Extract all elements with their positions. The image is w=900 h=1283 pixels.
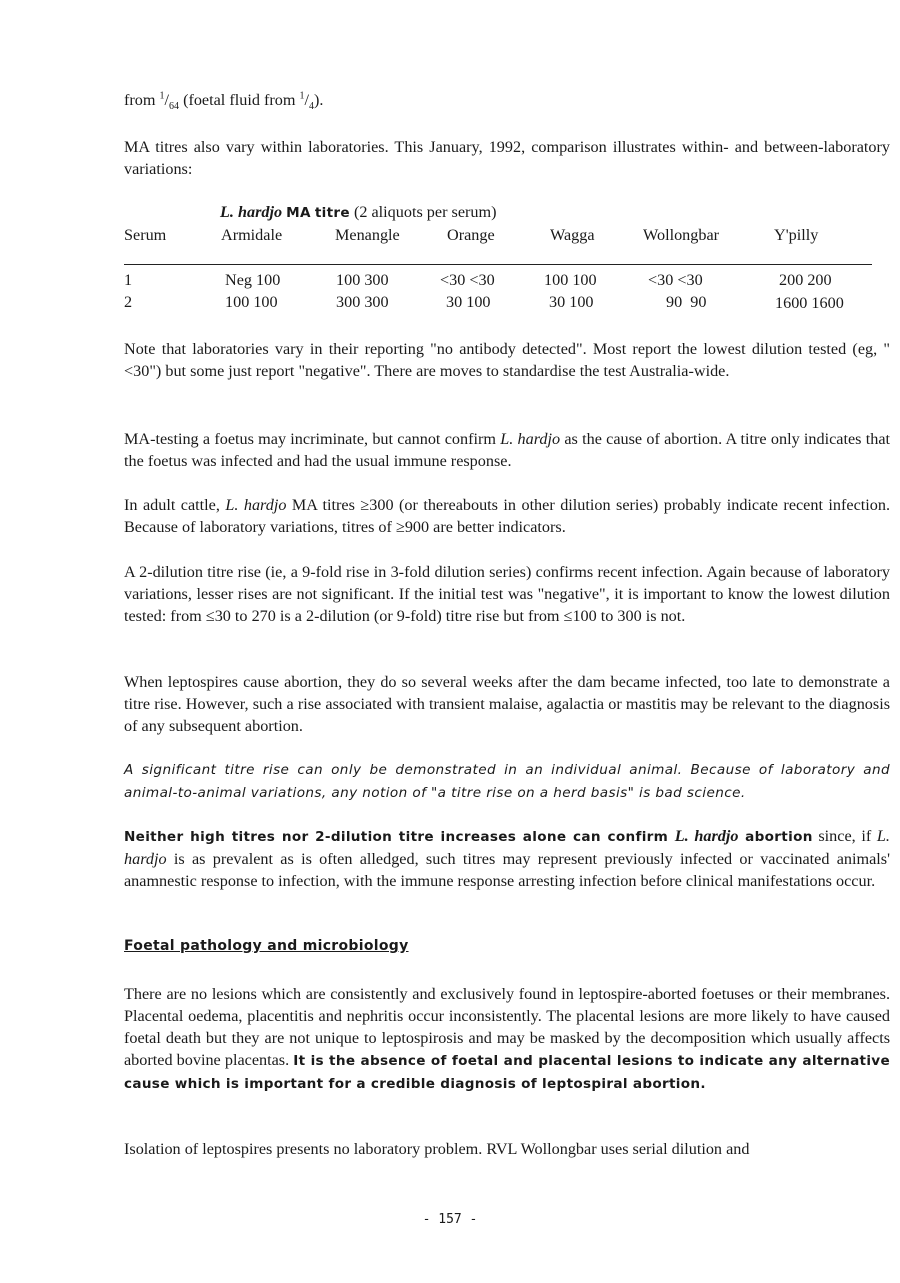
fraction-numerator-2: 1: [299, 90, 305, 102]
paragraph-lesions: [124, 983, 890, 1095]
table-header-rule: [124, 264, 872, 265]
table-header-wollongbar: Wollongbar: [643, 226, 720, 244]
text-adult-b: MA titres ≥300 (or thereabouts in other dilution series) probably indicate recent infection. Because of laboratory variations, titres of ≥900 are better indicators.: [124, 496, 891, 536]
table-cell-wollongbar-1: <30 <30: [648, 271, 703, 289]
text-foetal-fluid: (foetal fluid from: [179, 91, 300, 109]
table-cell-orange-1: <30 <30: [440, 271, 495, 289]
text-lesions: There are no lesions which are consistently and exclusively found in leptospire-aborted foetuses or their membranes. Placental oedema, placentitis and nephritis occur inconsistently. The placental lesions are more likely to have caused foetal death but they are not unique to leptospirosis and may be masked by the decomposition which usually affects aborted bovine placentas.: [124, 985, 890, 1069]
caption-species: L. hardjo: [220, 203, 283, 221]
paragraph-foetus-testing: [124, 428, 890, 472]
table-cell-ypilly-2: 1600 1600: [775, 294, 844, 312]
paragraph-fraction-line: from $^1/_{64}$ (foetal fluid from $^1/_4$).: [124, 90, 324, 113]
paragraph-ma-titres: MA titres also vary within laboratories. This January, 1992, comparison illustrates within- and between-laboratory variations:: [124, 138, 890, 178]
table-cell-serum-1: 1: [124, 271, 133, 289]
paragraph-isolation: Isolation of leptospires presents no laboratory problem. RVL Wollongbar uses serial dilution and: [124, 1140, 750, 1158]
fraction-denominator: 64: [169, 101, 180, 113]
text-lesions-bold: It is the absence of foetal and placental lesions to indicate any alternative cause which is important for a credible diagnosis of leptospiral abortion.: [124, 1053, 890, 1092]
table-cell-orange-2: 30 100: [446, 293, 491, 311]
species-name: L. hardjo: [124, 827, 890, 868]
paragraph-adult-cattle: [124, 494, 890, 538]
table-cell-armidale-1: Neg 100: [225, 271, 281, 289]
table-header-wagga: Wagga: [550, 226, 595, 244]
paragraph-dilution-rise: A 2-dilution titre rise (ie, a 9-fold rise in 3-fold dilution series) confirms recent infection. Again because of laboratory variations, lesser rises are not significant. If the initial test was "negative", it is important to know the lowest dilution tested: from ≤30 to 270 is a 2-dilution (or 9-fold) titre rise but from ≤100 to 300 is not.: [124, 563, 890, 625]
table-cell-wagga-1: 100 100: [544, 271, 597, 289]
text-prevalent: is as prevalent as is often alledged, such titres may represent previously infected or vaccinated animals' anamnestic response to infection, with the immune response arresting infection before clinical manifestations occur.: [124, 850, 890, 890]
text-since: since, if: [812, 827, 877, 845]
table-header-armidale: Armidale: [221, 226, 283, 244]
species-name-bold: L. hardjo: [674, 827, 739, 845]
text-end: ).: [313, 91, 324, 109]
caption-titre: titre: [314, 205, 350, 221]
page-number: - 157 -: [422, 1212, 478, 1227]
table-header-ypilly: Y'pilly: [774, 226, 819, 244]
table-cell-serum-2: 2: [124, 293, 133, 311]
fraction-numerator: 1: [159, 90, 165, 102]
paragraph-reporting: Note that laboratories vary in their reporting "no antibody detected". Most report the lowest dilution tested (eg, "<30") but some just report "negative". There are moves to standardise the test Australia-wide.: [124, 340, 890, 380]
caption-ma: MA: [286, 205, 311, 221]
table-cell-menangle-2: 300 300: [336, 293, 389, 311]
table-cell-wagga-2: 30 100: [549, 293, 594, 311]
table-caption: [220, 203, 496, 222]
species-name: L. hardjo: [225, 496, 287, 514]
table-cell-menangle-1: 100 300: [336, 271, 389, 289]
text-from: from: [124, 91, 160, 109]
section-heading: Foetal pathology and microbiology: [124, 938, 409, 954]
table-header-serum: Serum: [124, 226, 167, 244]
fraction-denominator-2: 4: [308, 101, 314, 113]
text-bold-a: Neither high titres nor 2-dilution titre increases alone can confirm: [124, 829, 675, 845]
species-name: L. hardjo: [500, 430, 561, 448]
table-header-menangle: Menangle: [335, 226, 400, 244]
table-cell-wollongbar-2: 90 90: [666, 293, 707, 311]
text-foetus-a: MA-testing a foetus may incriminate, but cannot confirm: [124, 430, 501, 448]
paragraph-abortion-timing: When leptospires cause abortion, they do so several weeks after the dam became infected, too late to demonstrate a titre rise. However, such a rise associated with transient malaise, agalactia or mastitis may be relevant to the diagnosis of any subsequent abortion.: [124, 673, 890, 735]
table-header-orange: Orange: [447, 226, 495, 244]
text-foetus-b: as the cause of abortion. A titre only indicates that the foetus was infected and had the usual immune response.: [124, 430, 890, 470]
text-bold-b: abortion: [738, 829, 813, 845]
table-cell-ypilly-1: 200 200: [779, 271, 832, 289]
caption-rest: (2 aliquots per serum): [353, 203, 497, 221]
paragraph-individual-animal: A significant titre rise can only be demonstrated in an individual animal. Because of laboratory and animal-to-animal variations, any notion of "a titre rise on a herd basis" is bad science.: [124, 762, 890, 801]
paragraph-high-titres: [124, 825, 890, 892]
text-adult-a: In adult cattle,: [124, 496, 226, 514]
table-cell-armidale-2: 100 100: [225, 293, 278, 311]
